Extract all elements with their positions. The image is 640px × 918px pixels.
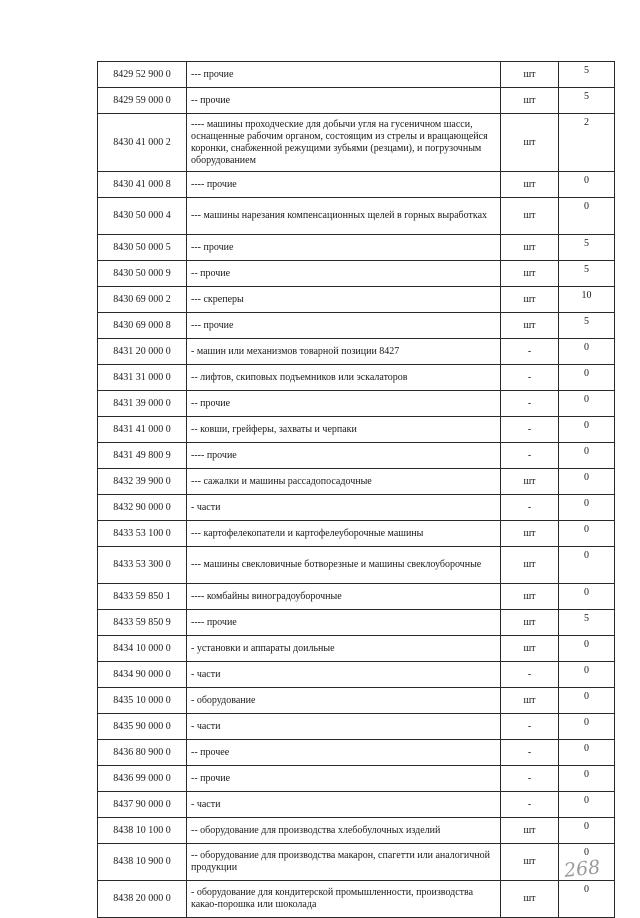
code-cell: 8430 69 000 2 [98, 287, 187, 313]
rate-cell: 5 [559, 235, 615, 261]
table-row [98, 114, 615, 172]
rate-cell: 0 [559, 443, 615, 469]
description-cell: --- прочие [187, 313, 501, 339]
description-cell: -- оборудование для производства макарон, спагетти или аналогичной продукции [187, 844, 501, 881]
rate-cell: 5 [559, 313, 615, 339]
rate-cell: 0 [559, 881, 615, 918]
unit-cell: шт [501, 610, 559, 636]
code-cell: 8437 90 000 0 [98, 792, 187, 818]
unit-cell: шт [501, 688, 559, 714]
unit-cell: - [501, 495, 559, 521]
unit-cell: шт [501, 62, 559, 88]
table-row [98, 62, 615, 88]
rate-cell: 5 [559, 62, 615, 88]
unit-cell: - [501, 740, 559, 766]
code-cell: 8436 80 900 0 [98, 740, 187, 766]
code-cell: 8430 50 000 9 [98, 261, 187, 287]
description-cell: ---- комбайны виноградоуборочные [187, 584, 501, 610]
table-row [98, 443, 615, 469]
table-row [98, 881, 615, 918]
code-cell: 8430 41 000 2 [98, 114, 187, 172]
unit-cell: шт [501, 521, 559, 547]
code-cell: 8430 50 000 5 [98, 235, 187, 261]
table-row [98, 818, 615, 844]
description-cell: ---- прочие [187, 172, 501, 198]
rate-cell: 2 [559, 114, 615, 172]
description-cell: -- прочие [187, 261, 501, 287]
code-cell: 8436 99 000 0 [98, 766, 187, 792]
rate-cell: 5 [559, 261, 615, 287]
table-row [98, 365, 615, 391]
unit-cell: - [501, 792, 559, 818]
table-row [98, 287, 615, 313]
rate-cell: 0 [559, 198, 615, 235]
description-cell: ---- прочие [187, 443, 501, 469]
code-cell: 8435 90 000 0 [98, 714, 187, 740]
description-cell: - оборудование для кондитерской промышленности, производства какао-порошка или шоколада [187, 881, 501, 918]
description-cell: - оборудование [187, 688, 501, 714]
rate-cell: 5 [559, 88, 615, 114]
table-row [98, 469, 615, 495]
description-cell: --- картофелекопатели и картофелеуборочные машины [187, 521, 501, 547]
unit-cell: шт [501, 584, 559, 610]
rate-cell: 0 [559, 688, 615, 714]
rate-cell: 0 [559, 365, 615, 391]
description-cell: - установки и аппараты доильные [187, 636, 501, 662]
code-cell: 8438 20 000 0 [98, 881, 187, 918]
description-cell: ---- машины проходческие для добычи угля на гусеничном шасси, оснащенные рабочим органом, состоящим из стрелы и вращающейся коронки, снабженной режущими зубьями (резцами), и погрузочным оборудованием [187, 114, 501, 172]
table-row [98, 688, 615, 714]
table-row [98, 417, 615, 443]
table-row [98, 547, 615, 584]
code-cell: 8438 10 900 0 [98, 844, 187, 881]
unit-cell: - [501, 417, 559, 443]
unit-cell: - [501, 766, 559, 792]
table-row [98, 495, 615, 521]
tariff-table-body [98, 62, 615, 918]
table-row [98, 313, 615, 339]
table-row [98, 88, 615, 114]
description-cell: - части [187, 662, 501, 688]
rate-cell: 5 [559, 610, 615, 636]
unit-cell: шт [501, 88, 559, 114]
description-cell: -- прочие [187, 766, 501, 792]
description-cell: - части [187, 495, 501, 521]
unit-cell: - [501, 365, 559, 391]
code-cell: 8434 10 000 0 [98, 636, 187, 662]
unit-cell: шт [501, 198, 559, 235]
rate-cell: 0 [559, 818, 615, 844]
rate-cell: 0 [559, 391, 615, 417]
code-cell: 8431 49 800 9 [98, 443, 187, 469]
code-cell: 8430 50 000 4 [98, 198, 187, 235]
unit-cell: шт [501, 881, 559, 918]
description-cell: --- прочие [187, 62, 501, 88]
description-cell: --- прочие [187, 235, 501, 261]
table-row [98, 714, 615, 740]
unit-cell: шт [501, 261, 559, 287]
rate-cell: 0 [559, 417, 615, 443]
code-cell: 8429 59 000 0 [98, 88, 187, 114]
unit-cell: шт [501, 818, 559, 844]
table-row [98, 235, 615, 261]
description-cell: - части [187, 714, 501, 740]
code-cell: 8433 53 300 0 [98, 547, 187, 584]
rate-cell: 10 [559, 287, 615, 313]
code-cell: 8433 59 850 1 [98, 584, 187, 610]
description-cell: -- прочее [187, 740, 501, 766]
code-cell: 8435 10 000 0 [98, 688, 187, 714]
table-row [98, 172, 615, 198]
unit-cell: шт [501, 636, 559, 662]
unit-cell: шт [501, 235, 559, 261]
rate-cell: 0 [559, 469, 615, 495]
description-cell: --- машины нарезания компенсационных щелей в горных выработках [187, 198, 501, 235]
rate-cell: 0 [559, 172, 615, 198]
rate-cell: 0 [559, 547, 615, 584]
table-row [98, 521, 615, 547]
description-cell: -- ковши, грейферы, захваты и черпаки [187, 417, 501, 443]
code-cell: 8431 31 000 0 [98, 365, 187, 391]
unit-cell: - [501, 391, 559, 417]
rate-cell: 0 [559, 495, 615, 521]
description-cell: - части [187, 792, 501, 818]
description-cell: -- оборудование для производства хлебобулочных изделий [187, 818, 501, 844]
unit-cell: шт [501, 287, 559, 313]
description-cell: -- лифтов, скиповых подъемников или эскалаторов [187, 365, 501, 391]
table-row [98, 636, 615, 662]
table-row [98, 610, 615, 636]
code-cell: 8434 90 000 0 [98, 662, 187, 688]
rate-cell: 0 [559, 740, 615, 766]
unit-cell: шт [501, 313, 559, 339]
code-cell: 8430 41 000 8 [98, 172, 187, 198]
table-row [98, 584, 615, 610]
rate-cell: 0 [559, 584, 615, 610]
tariff-table [97, 61, 615, 918]
unit-cell: шт [501, 547, 559, 584]
table-row [98, 662, 615, 688]
code-cell: 8431 20 000 0 [98, 339, 187, 365]
table-row [98, 792, 615, 818]
description-cell: --- машины свекловичные ботворезные и машины свеклоуборочные [187, 547, 501, 584]
table-row [98, 391, 615, 417]
unit-cell: шт [501, 469, 559, 495]
code-cell: 8438 10 100 0 [98, 818, 187, 844]
page-number: 268 [562, 856, 602, 882]
code-cell: 8432 39 900 0 [98, 469, 187, 495]
rate-cell: 0 [559, 792, 615, 818]
table-row [98, 740, 615, 766]
description-cell: -- прочие [187, 88, 501, 114]
unit-cell: - [501, 443, 559, 469]
unit-cell: шт [501, 172, 559, 198]
code-cell: 8431 41 000 0 [98, 417, 187, 443]
description-cell: -- прочие [187, 391, 501, 417]
code-cell: 8433 53 100 0 [98, 521, 187, 547]
table-row [98, 339, 615, 365]
code-cell: 8430 69 000 8 [98, 313, 187, 339]
rate-cell: 0 [559, 766, 615, 792]
code-cell: 8431 39 000 0 [98, 391, 187, 417]
rate-cell: 0 [559, 521, 615, 547]
table-row [98, 261, 615, 287]
rate-cell: 0 [559, 662, 615, 688]
rate-cell: 0 [559, 844, 615, 881]
description-cell: ---- прочие [187, 610, 501, 636]
description-cell: --- скреперы [187, 287, 501, 313]
rate-cell: 0 [559, 636, 615, 662]
unit-cell: шт [501, 114, 559, 172]
description-cell: - машин или механизмов товарной позиции 8427 [187, 339, 501, 365]
rate-cell: 0 [559, 714, 615, 740]
rate-cell: 0 [559, 339, 615, 365]
table-row [98, 844, 615, 881]
unit-cell: - [501, 714, 559, 740]
table-row [98, 766, 615, 792]
unit-cell: - [501, 339, 559, 365]
code-cell: 8433 59 850 9 [98, 610, 187, 636]
unit-cell: шт [501, 844, 559, 881]
unit-cell: - [501, 662, 559, 688]
table-row [98, 198, 615, 235]
description-cell: --- сажалки и машины рассадопосадочные [187, 469, 501, 495]
code-cell: 8429 52 900 0 [98, 62, 187, 88]
code-cell: 8432 90 000 0 [98, 495, 187, 521]
